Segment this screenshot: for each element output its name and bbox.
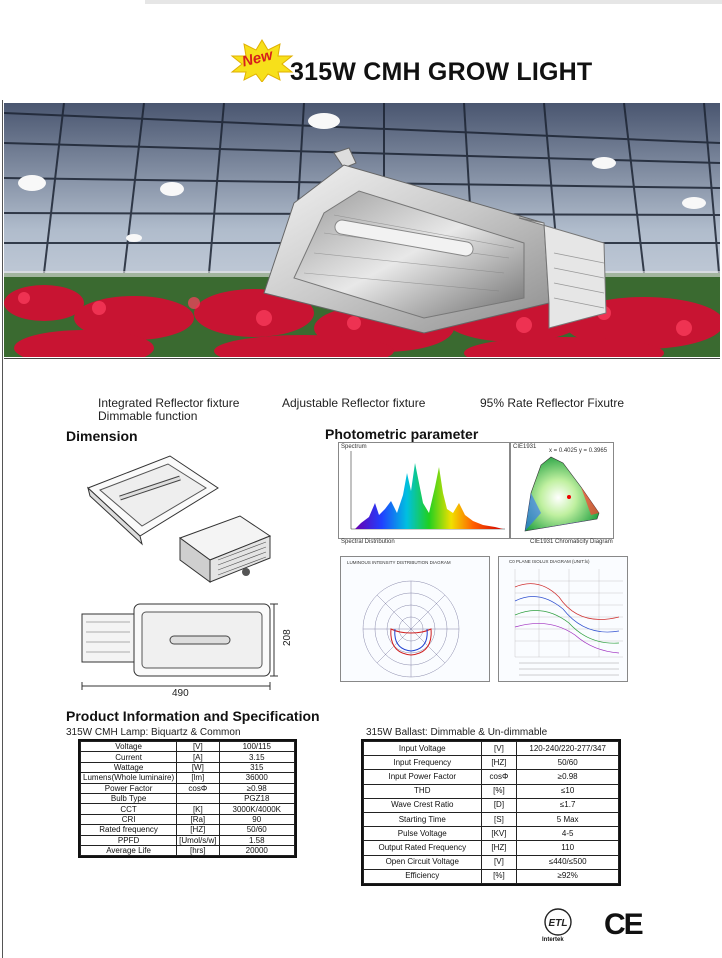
left-rule — [2, 100, 3, 958]
spec-unit-cell: [KV] — [481, 827, 517, 841]
spec-value-cell: 3000K/4000K — [219, 804, 295, 814]
spec-unit-cell: [lm] — [177, 773, 219, 783]
spec-value-cell: ≥92% — [517, 869, 619, 883]
spec-name-cell: Current — [81, 752, 177, 762]
chromaticity-caption: CIE1931 Chromaticity Diagram — [530, 539, 613, 545]
spec-name-cell: Input Voltage — [364, 742, 482, 756]
lamp-spec-row — [81, 825, 295, 835]
spec-value-cell: 20000 — [219, 845, 295, 855]
spec-value-cell: 3.15 — [219, 752, 295, 762]
spectral-distribution-chart — [338, 442, 510, 539]
ballast-spec-table-wrap — [363, 741, 619, 884]
dimension-width-label: 490 — [172, 688, 189, 699]
ce-mark: CE — [604, 908, 642, 941]
chromaticity-readout: x = 0.4025 y = 0.3965 — [549, 448, 608, 454]
spectral-caption: Spectral Distribution — [341, 539, 395, 545]
spec-unit-cell: [W] — [177, 762, 219, 772]
spec-unit-cell: cosΦ — [177, 783, 219, 793]
spec-value-cell: 4-5 — [517, 827, 619, 841]
spec-value-cell: 315 — [219, 762, 295, 772]
spectrum-title: Spectrum — [341, 444, 367, 450]
lamp-spec-row — [81, 762, 295, 772]
spec-name-cell: Open Circuit Voltage — [364, 855, 482, 869]
feature-integrated-reflector: Integrated Reflector fixture — [98, 396, 240, 410]
spec-name-cell: Rated frequency — [81, 825, 177, 835]
spec-value-cell: PGZ18 — [219, 793, 295, 803]
page-title: 315W CMH GROW LIGHT — [290, 58, 593, 86]
spec-unit-cell: [HZ] — [481, 756, 517, 770]
ballast-spec-row — [364, 827, 619, 841]
lamp-spec-table-wrap — [80, 741, 295, 856]
spec-value-cell: 1.58 — [219, 835, 295, 845]
spec-unit-cell: [A] — [177, 752, 219, 762]
lamp-spec-row — [81, 752, 295, 762]
lamp-spec-table — [80, 741, 295, 856]
lamp-spec-row — [81, 742, 295, 752]
ballast-subtitle: 315W Ballast: Dimmable & Un-dimmable — [366, 727, 548, 738]
spec-name-cell: Lumens(Whole luminaire) — [81, 773, 177, 783]
spec-value-cell: ≤10 — [517, 784, 619, 798]
hero-divider — [4, 358, 720, 359]
spec-unit-cell: [hrs] — [177, 845, 219, 855]
ballast-spec-row — [364, 784, 619, 798]
spec-value-cell: 50/60 — [517, 756, 619, 770]
spec-value-cell: ≥0.98 — [517, 770, 619, 784]
ballast-spec-row — [364, 798, 619, 812]
product-heading: Product Information and Specification — [66, 708, 320, 724]
lamp-spec-row — [81, 783, 295, 793]
spec-value-cell: ≥0.98 — [219, 783, 295, 793]
ballast-spec-row — [364, 841, 619, 855]
spec-name-cell: PPFD — [81, 835, 177, 845]
dimension-heading: Dimension — [66, 428, 138, 444]
spec-name-cell: Input Power Factor — [364, 770, 482, 784]
ballast-spec-row — [364, 855, 619, 869]
lamp-spec-row — [81, 814, 295, 824]
spec-name-cell: Average Life — [81, 845, 177, 855]
spec-name-cell: CRI — [81, 814, 177, 824]
spec-unit-cell: [Umol/s/w] — [177, 835, 219, 845]
feature-dimmable: Dimmable function — [98, 409, 198, 423]
chromaticity-title: CIE1931 — [513, 444, 537, 450]
isolux-diagram — [498, 556, 628, 682]
fixture-3d-drawing — [80, 448, 280, 593]
spec-value-cell: ≤440/≤500 — [517, 855, 619, 869]
spec-name-cell: Pulse Voltage — [364, 827, 482, 841]
spec-unit-cell: [HZ] — [177, 825, 219, 835]
spec-name-cell: Efficiency — [364, 869, 482, 883]
lamp-spec-row — [81, 835, 295, 845]
luminous-intensity-polar-chart — [340, 556, 490, 682]
ballast-spec-row — [364, 756, 619, 770]
new-badge-text: New — [240, 46, 275, 71]
spec-name-cell: THD — [364, 784, 482, 798]
etl-cert-mark — [540, 906, 576, 946]
intertek-label: Intertek — [542, 937, 564, 943]
spec-name-cell: Wattage — [81, 762, 177, 772]
isolux-title: C0 PLANE ISOLUX DIAGRAM (UNIT:lx) — [509, 559, 590, 564]
spec-value-cell: 120-240/220-277/347 — [517, 742, 619, 756]
spec-unit-cell: [V] — [481, 742, 517, 756]
spec-unit-cell: cosΦ — [481, 770, 517, 784]
ballast-spec-row — [364, 869, 619, 883]
ballast-spec-row — [364, 812, 619, 826]
spec-unit-cell — [177, 793, 219, 803]
spec-unit-cell: [S] — [481, 812, 517, 826]
lamp-subtitle: 315W CMH Lamp: Biquartz & Common — [66, 727, 241, 738]
spec-value-cell: 90 — [219, 814, 295, 824]
spec-unit-cell: [%] — [481, 869, 517, 883]
spec-name-cell: CCT — [81, 804, 177, 814]
dimension-height-label: 208 — [282, 629, 293, 646]
spec-value-cell: 36000 — [219, 773, 295, 783]
spec-unit-cell: [Ra] — [177, 814, 219, 824]
lamp-spec-row — [81, 845, 295, 855]
spec-name-cell: Voltage — [81, 742, 177, 752]
spec-value-cell: 5 Max — [517, 812, 619, 826]
lamp-spec-row — [81, 804, 295, 814]
spec-unit-cell: [K] — [177, 804, 219, 814]
spec-unit-cell: [%] — [481, 784, 517, 798]
svg-text:ETL: ETL — [548, 918, 568, 929]
photometric-heading: Photometric parameter — [325, 426, 479, 442]
lamp-spec-row — [81, 773, 295, 783]
ballast-spec-row — [364, 742, 619, 756]
spec-value-cell: ≤1.7 — [517, 798, 619, 812]
spec-name-cell: Input Frequency — [364, 756, 482, 770]
spec-unit-cell: [V] — [177, 742, 219, 752]
ballast-spec-row — [364, 770, 619, 784]
spec-name-cell: Wave Crest Ratio — [364, 798, 482, 812]
spec-unit-cell: [HZ] — [481, 841, 517, 855]
new-badge — [228, 38, 296, 87]
spec-name-cell: Power Factor — [81, 783, 177, 793]
spec-value-cell: 100/115 — [219, 742, 295, 752]
spec-unit-cell: [D] — [481, 798, 517, 812]
spec-value-cell: 110 — [517, 841, 619, 855]
chromaticity-chart — [510, 442, 614, 539]
ballast-spec-table — [363, 741, 619, 884]
feature-adjustable-reflector: Adjustable Reflector fixture — [282, 396, 426, 410]
spec-name-cell: Bulb Type — [81, 793, 177, 803]
hero-greenhouse-photo — [4, 103, 720, 357]
spec-value-cell: 50/60 — [219, 825, 295, 835]
top-rule — [145, 0, 722, 4]
feature-reflector-rate: 95% Rate Reflector Fixutre — [480, 396, 625, 410]
spec-unit-cell: [V] — [481, 855, 517, 869]
spec-name-cell: Starting Time — [364, 812, 482, 826]
spec-name-cell: Output Rated Frequency — [364, 841, 482, 855]
lamp-spec-row — [81, 793, 295, 803]
polar-title: LUMINOUS INTENSITY DISTRIBUTION DIAGRAM — [347, 560, 451, 565]
